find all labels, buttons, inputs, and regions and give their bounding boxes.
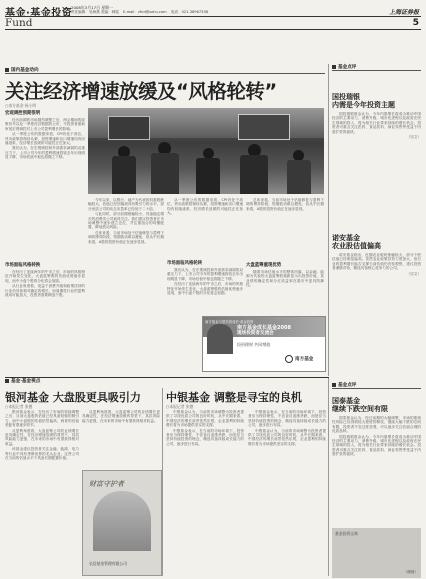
bottom-left-col-2: 从盈利角度看，大盘蓝筹公司的业绩增长更具确定性，在经济增速放缓的背景下，其抗风险能力更强，在未来的市场中有望获得相对收益。 — [82, 410, 160, 423]
bottom-right-col-2: 中银基金表示，在当前的市场环境下，投资者应当保持理性，不宜盲目追涨杀跌，而是应当坚持价值投资的理念，精选具备持续成长能力的公司，逐步进行布局。 中银基金认为，当前的市场调整为投资者提供了寻找优质公司的良好时机，从中长期来看，中国经济的增长前景依然乐观，企业盈利的持续增长将为市场提供坚实的支撑。 — [248, 410, 326, 446]
photo-person — [112, 156, 136, 194]
page-number: 5 — [412, 18, 419, 28]
lead-photo — [88, 108, 324, 194]
masthead-rule-bottom — [5, 29, 421, 30]
photo-person — [196, 158, 220, 194]
masthead-phone: 电话：021-38967338 — [170, 10, 209, 14]
lead-body-2: 在经历了连续两年的牛市之后，市场的风格特征开始发生变化，大盘蓝筹股的估值优势逐步显现，而中小盘个股的分化将会加剧。 从行业角度看，受益于消费升级和政策扶持的行业仍具备相对确定的增长，而周期性行业的盈利波动可能加大，投资者需要精选个股。 — [5, 270, 85, 298]
right-body-3: 国泰基金认为，经过前期的大幅调整，市场的系统性风险已经得到较大程度的释放，继续大幅下跌的空间有限，投资者不宜过度悲观，可以逐步关注估值合理的优质品种。 国投瑞银基金认为，今年内需增长将成为推动中国经济的主要动力，消费升级、城市化进程以及政府在民生领域的投入，将为相关行业带来持续的增长机会。投资者可重点关注医药、食品饮料、商业零售等受益于内需扩张的板块。 — [332, 416, 421, 457]
right-headline-1: 国投瑞银 内需是今年投资主题 — [332, 93, 395, 109]
masthead-email: E-mail：zfnd@sohu.com — [123, 10, 167, 14]
fund-ad-banner[interactable] — [202, 316, 326, 372]
section-square-icon — [332, 65, 336, 69]
lead-headline: 关注经济增速放缓及“风格轮转” — [5, 80, 277, 103]
lead-subhead-1: 宏观调控预期很明 — [5, 111, 41, 116]
bottom-right-col-1: 中银基金认为，当前的市场调整为投资者提供了寻找优质公司的良好时机，从中长期来看，中国经济的增长前景依然乐观，企业盈利的持续增长将为市场提供坚实的支撑。 中银基金表示，在当前的市场环境下，投资者应当保持理性，不宜盲目追涨杀跌，而是应当坚持价值投资的理念，精选具备持续成长能力的公司，逐步进行布局。 — [166, 410, 244, 446]
right-section-label: 基金点评 — [332, 64, 421, 71]
right-body-2: 诺安基金指出，近期农业板块涨幅较大，部分个股估值已经明显偏高。虽然农业政策扶持力度加大，但行业的盈利增长能否支撑当前估值仍有待观察，建议投资者谨慎对待，精选具备核心竞争力的公司。 （宗文） — [332, 253, 421, 276]
lead-column-1 — [5, 110, 85, 372]
wealth-ad[interactable] — [82, 470, 162, 576]
lead-subhead-3: 市场面临风格轮转 — [167, 261, 203, 266]
photo-monitor — [238, 114, 290, 140]
bottom-left-headline: 银河基金 大盘股更具吸引力 — [5, 391, 141, 404]
masthead-section-title: 基金·基金投资 — [5, 8, 73, 19]
ad-subtitle: 现场投资者交流会 — [237, 331, 274, 336]
ad-slogan: 投资理财 共同增值 — [237, 342, 271, 347]
masthead-rule — [5, 16, 421, 17]
section-square-icon — [332, 383, 336, 387]
ad-banner-text: 南方基金与您共同成长·基金投资 — [205, 320, 254, 324]
bottom-section-label: 基金·基金视点 — [5, 378, 329, 384]
fund-logo-icon — [285, 355, 293, 363]
right-column-divider-lower — [328, 378, 329, 576]
bottom-left-byline: ○本报记者 张德 — [5, 404, 33, 409]
lead-column-3: 从一季度公布的数据来看，CPI仍处于高位，货币政策将保持从紧，投资增速和出口增速均有回落迹象，经济增长放缓的可能性正在加大。 市场面临风格轮转 我们认为，在宏观调控和外部需求减弱的双重压力下，上市公司今年的盈利增速将较去年出现明显下降，市场估值中枢也将随之下移。 在经历了连续两年的牛市之后，市场的风格特征开始发生变化，大盘蓝筹股的估值优势逐步显现，而中小盘个股的分化将会加剧。 — [167, 198, 243, 296]
photo-person — [287, 160, 311, 194]
masthead-en-title: Fund — [5, 17, 33, 29]
bottom-left-col-1: 银河基金表示，在经历了市场的持续调整之后，目前大盘股的估值已经具备较强的吸引力，而中小盘股的估值依然偏高，两者的估值差距有望逐步收窄。 从盈利角度看，大盘蓝筹公司的业绩增长更具确定性，在经济增速放缓的背景下，其抗风险能力更强，在未来的市场中有望获得相对收益。 该基金建议投资者关注金融、能源、电力等行业中具有垄断优势的龙头企业，这些公司在当前的估值水平下具备长期配置价值。 — [5, 410, 79, 461]
right-headline-3: 国泰基金 继续下跌空间有限 — [332, 397, 388, 413]
right-column-lower — [332, 382, 421, 576]
gray-box-caption: 基金投资宝典 — [335, 531, 358, 536]
lead-subhead-2: 市场面临风格转换 — [5, 263, 41, 268]
lead-column-2: 今年以来，以银行、地产为代表的权重股跌幅较大，估值已经回落到具有吸引力的水平，部分优质公司的动态市盈率已经低于二十倍。 与此同时，部分前期涨幅较小、具备稳定增长的消费类公司值得关注。我们建议投资者在市场调整中逐步建立仓位，并注重组合的均衡配置，降低波动风险。 总体来看，当前市场处于估值修复与盈利下调的博弈阶段，短期波动难以避免，但从中长期来看，A股的投资价值正在逐步显现。 — [88, 198, 164, 244]
gray-box — [332, 528, 421, 578]
lead-byline: ○南方基金 杨小明 — [5, 103, 37, 108]
masthead-editor-line — [71, 10, 208, 15]
wealth-ad-tower — [93, 491, 151, 551]
photo-person — [240, 155, 268, 194]
right-lower-section-label: 基金点评 — [332, 382, 421, 389]
right-column-divider — [328, 64, 329, 376]
ad-person-image — [207, 324, 233, 354]
section-square-icon — [5, 68, 9, 72]
masthead-date: 2008年3月17日 星期一 — [71, 5, 113, 10]
masthead-editor: 责任编辑：吴海燕 美编：韩铭 — [71, 10, 119, 14]
photo-person — [151, 153, 179, 194]
right-headline-2: 诺安基金 农业股估值偏高 — [332, 234, 381, 250]
masthead — [5, 4, 421, 30]
photo-monitor — [108, 116, 150, 140]
lead-subhead-4: 大盘蓝筹重现优势 — [246, 263, 282, 268]
masthead-brand: 上海证券报 — [388, 9, 419, 16]
bottom-right-headline: 中银基金 调整是寻宝的良机 — [166, 391, 302, 404]
lead-body-1: 经历前期的市场剧烈调整之后，两会期间的政策信号以及一季度经济数据的公布，令投资者重新审视宏观调控对上市公司盈利增长的影响。 从一季度公布的数据来看，CPI仍处于高位，货币政策将保持从紧，投资增速和出口增速均有回落迹象，经济增长放缓的可能性正在加大。 我们认为，在宏观调控和外部需求减弱的双重压力下，上市公司今年的盈利增速将较去年出现明显下降，市场估值中枢也将随之下移。 — [5, 118, 85, 160]
bottom-divider — [162, 388, 163, 576]
lead-section-label: 国内基金动向 — [5, 67, 325, 74]
right-body-1: 国投瑞银基金认为，今年内需增长将成为推动中国经济的主要动力，消费升级、城市化进程以及政府在民生领域的投入，将为相关行业带来持续的增长机会。投资者可重点关注医药、食品饮料、商业零售等受益于内需扩张的板块。 （宗文） — [332, 112, 421, 140]
wealth-ad-caption: 长信基金管理有限公司 — [89, 561, 127, 566]
wealth-ad-title: 财富守护者 — [89, 480, 124, 488]
lead-column-4: 总体来看，当前市场处于估值修复与盈利下调的博弈阶段，短期波动难以避免，但从中长期来看，A股的投资价值正在逐步显现。 大盘蓝筹重现优势 随着市场估值水平的整体回落，以金融、能源为代表的大盘蓝筹股重新显示出投资价值，其业绩的确定性和分红收益率在弱市中更具防御性。 — [246, 198, 324, 288]
ad-title: 南方基金成长基金2008 — [237, 325, 291, 331]
ad-logo: 南方基金 — [285, 355, 313, 363]
section-square-icon — [5, 379, 9, 383]
bottom-right-byline: ○本报记者 张德 — [166, 404, 194, 409]
gray-box-end: （理财） — [403, 570, 418, 574]
